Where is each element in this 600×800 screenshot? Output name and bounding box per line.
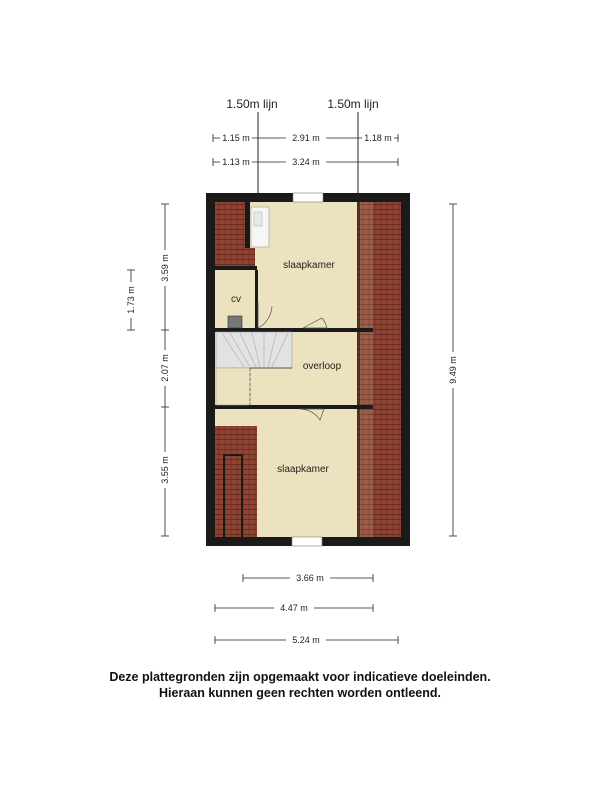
dimension-left-1: 3.59 m [160, 254, 170, 282]
dimension-top-3: 1.18 m [364, 133, 392, 143]
dimension-top-1: 1.15 m [222, 133, 250, 143]
reference-line-left-label: 1.50m lijn [226, 97, 278, 111]
dimension-bottom-3: 5.24 m [292, 635, 320, 645]
disclaimer-line-1: Deze plattegronden zijn opgemaakt voor indicatieve doeleinden. [109, 670, 491, 684]
dimension-right: 9.49 m [448, 356, 458, 384]
roof-tiles-top-left [215, 202, 245, 248]
roof-tiles-right [373, 202, 401, 537]
dimension-bottom-1: 3.66 m [296, 573, 324, 583]
disclaimer [0, 669, 600, 701]
room-label-landing: overloop [302, 361, 342, 372]
disclaimer-line-2: Hieraan kunnen geen rechten worden ontleend. [159, 686, 441, 700]
cv-unit [228, 316, 242, 328]
dimension-bottom-2: 4.47 m [280, 603, 308, 613]
dimension-top-5: 3.24 m [292, 157, 320, 167]
window-bottom [292, 537, 322, 546]
window-top [293, 193, 323, 202]
dimension-top-4: 1.13 m [222, 157, 250, 167]
reference-lines [226, 97, 378, 194]
room-label-bedroom-bottom: slaapkamer [277, 464, 329, 475]
room-label-bedroom-top: slaapkamer [283, 260, 335, 271]
dimension-left-2: 2.07 m [160, 354, 170, 382]
wall-middle-top [215, 328, 373, 332]
room-label-cv: cv [231, 294, 241, 305]
dimension-left-3: 3.55 m [160, 456, 170, 484]
roof-tiles-top-left-low [215, 248, 255, 266]
dimension-top-2: 2.91 m [292, 133, 320, 143]
dimension-outer-left: 1.73 m [126, 286, 136, 314]
reference-line-right-label: 1.50m lijn [327, 97, 379, 111]
wall-middle-bottom [215, 405, 373, 409]
